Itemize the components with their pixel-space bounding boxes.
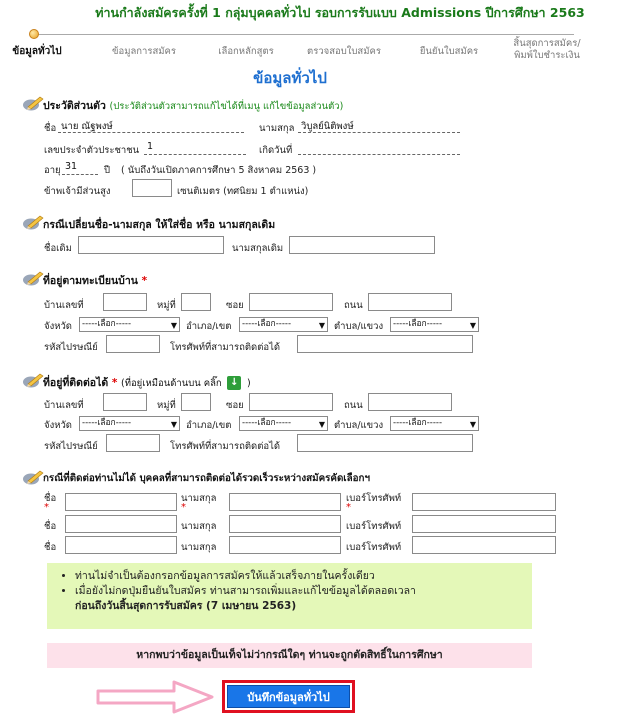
required-mark: * xyxy=(141,275,148,287)
chevron-down-icon: ▼ xyxy=(170,420,177,429)
province-select-value: -----เลือก----- xyxy=(82,319,132,329)
surname-label: นามสกุล xyxy=(259,123,295,134)
pencil-icon xyxy=(22,214,44,230)
contact-address-heading-text: ที่อยู่ที่ติดต่อได้ xyxy=(43,377,109,389)
required-mark: * xyxy=(346,502,351,513)
emergency-phone-input-2[interactable] xyxy=(412,515,556,533)
pointer-arrow-icon xyxy=(96,680,216,714)
contact-subdistrict-select-value: -----เลือก----- xyxy=(393,418,443,428)
emergency-surname-label: นามสกุล xyxy=(181,493,217,504)
emergency-name-label: ชื่อ xyxy=(44,521,57,532)
name-change-heading: กรณีเปลี่ยนชื่อ-นามสกุล ให้ใส่ชื่อ หรือ นามสกุลเดิม xyxy=(43,219,276,231)
id-number-label: เลขประจำตัวประชาชน xyxy=(44,145,140,156)
pencil-icon xyxy=(22,95,44,111)
required-mark: * xyxy=(111,377,118,389)
emergency-phone-input-1[interactable] xyxy=(412,493,556,511)
district-select[interactable] xyxy=(239,317,328,332)
step-finish-label-1: สิ้นสุดการสมัคร/ xyxy=(513,38,581,49)
birthdate-label: เกิดวันที่ xyxy=(259,145,293,156)
emergency-name-input-3[interactable] xyxy=(65,536,177,554)
emergency-name-input-2[interactable] xyxy=(65,515,177,533)
chevron-down-icon: ▼ xyxy=(469,321,476,330)
emergency-name-input-1[interactable] xyxy=(65,493,177,511)
application-header: ท่านกำลังสมัครครั้งที่ 1 กลุ่มบุคคลทั่วไป รอบการรับแบบ Admissions ปีการศึกษา 2563 xyxy=(95,5,585,20)
birthdate-value xyxy=(298,141,460,155)
phone-input[interactable] xyxy=(297,335,473,353)
info-bullet-2 xyxy=(75,584,532,614)
contact-district-select-value: -----เลือก----- xyxy=(242,418,292,428)
contact-district-select[interactable] xyxy=(239,416,328,431)
info-bullet-2-deadline: ก่อนถึงวันสิ้นสุดการรับสมัคร (7 เมษายน 2563) xyxy=(75,600,297,612)
house-no-label: บ้านเลขที่ xyxy=(44,300,84,311)
moo-label: หมู่ที่ xyxy=(157,300,176,311)
contact-address-heading xyxy=(43,374,251,391)
road-label: ถนน xyxy=(344,300,363,311)
step-finish-print[interactable] xyxy=(506,38,588,62)
emergency-phone-input-3[interactable] xyxy=(412,536,556,554)
old-name-label: ชื่อเดิม xyxy=(44,243,72,254)
emergency-surname-label: นามสกุล xyxy=(181,521,217,532)
step-review-application[interactable]: ตรวจสอบใบสมัคร xyxy=(307,46,381,57)
old-name-input[interactable] xyxy=(78,236,224,254)
step-general-info[interactable]: ข้อมูลทั่วไป xyxy=(12,46,62,57)
contact-province-label: จังหวัด xyxy=(44,420,72,431)
info-box xyxy=(47,563,532,629)
height-input[interactable] xyxy=(132,179,172,197)
emergency-phone-label: เบอร์โทรศัพท์ xyxy=(346,542,402,553)
contact-soi-input[interactable] xyxy=(249,393,333,411)
contact-province-select-value: -----เลือก----- xyxy=(82,418,132,428)
emergency-phone-label: เบอร์โทรศัพท์ xyxy=(346,521,402,532)
contact-road-label: ถนน xyxy=(344,400,363,411)
save-button-highlight xyxy=(222,680,355,713)
moo-input[interactable] xyxy=(181,293,211,311)
name-value: นาย ณัฐพงษ์ xyxy=(58,119,244,133)
step-choose-program[interactable]: เลือกหลักสูตร xyxy=(218,46,274,57)
emergency-heading: กรณีที่ติดต่อท่านไม่ได้ บุคคลที่สามารถติดต่อได้รวดเร็วระหว่างสมัครคัดเลือกฯ xyxy=(43,473,370,484)
surname-value: วิบูลย์นิติพงษ์ xyxy=(298,119,460,133)
age-note: ( นับถึงวันเปิดภาคการศึกษา 5 สิงหาคม 2563 ) xyxy=(121,165,317,176)
house-no-input[interactable] xyxy=(103,293,147,311)
progress-line xyxy=(34,34,574,35)
pencil-icon xyxy=(22,372,44,388)
personal-heading-text: ประวัติส่วนตัว xyxy=(43,100,106,112)
contact-road-input[interactable] xyxy=(368,393,452,411)
subdistrict-select[interactable] xyxy=(390,317,479,332)
required-mark: * xyxy=(181,502,186,513)
emergency-phone-label: เบอร์โทรศัพท์ xyxy=(346,493,402,504)
emergency-surname-input-2[interactable] xyxy=(229,515,341,533)
name-label: ชื่อ xyxy=(44,123,57,134)
personal-section-heading xyxy=(43,97,343,114)
subdistrict-select-value: -----เลือก----- xyxy=(393,319,443,329)
emergency-surname-input-1[interactable] xyxy=(229,493,341,511)
contact-phone-input[interactable] xyxy=(297,434,473,452)
contact-district-label: อำเภอ/เขต xyxy=(186,420,232,431)
chevron-down-icon: ▼ xyxy=(170,321,177,330)
step-confirm-application[interactable]: ยืนยันใบสมัคร xyxy=(419,46,479,57)
step-application-info[interactable]: ข้อมูลการสมัคร xyxy=(112,46,176,57)
age-label: อายุ xyxy=(44,165,61,176)
house-address-heading xyxy=(43,272,147,289)
emergency-surname-input-3[interactable] xyxy=(229,536,341,554)
emergency-name-label: ชื่อ xyxy=(44,493,57,504)
step-finish-label-2: พิมพ์ใบชำระเงิน xyxy=(514,50,580,61)
pencil-icon xyxy=(22,469,44,485)
district-label: อำเภอ/เขต xyxy=(186,321,232,332)
subdistrict-label: ตำบล/แขวง xyxy=(334,321,384,332)
road-input[interactable] xyxy=(368,293,452,311)
required-mark: * xyxy=(44,502,49,513)
district-select-value: -----เลือก----- xyxy=(242,319,292,329)
house-address-heading-text: ที่อยู่ตามทะเบียนบ้าน xyxy=(43,275,138,287)
id-number-value: 1 xyxy=(144,141,246,155)
same-address-note: (ที่อยู่เหมือนด้านบน คลิ๊ก xyxy=(120,378,222,389)
height-label: ข้าพเจ้ามีส่วนสูง xyxy=(44,186,111,197)
contact-moo-label: หมู่ที่ xyxy=(157,400,176,411)
false-info-warning: หากพบว่าข้อมูลเป็นเท็จไม่ว่ากรณีใดๆ ท่านจะถูกตัดสิทธิ์ในการศึกษา xyxy=(47,643,532,668)
contact-province-select[interactable] xyxy=(79,416,180,431)
contact-postcode-label: รหัสไปรษณีย์ xyxy=(44,441,98,452)
contact-house-no-label: บ้านเลขที่ xyxy=(44,400,84,411)
old-surname-label: นามสกุลเดิม xyxy=(232,243,284,254)
contact-phone-label: โทรศัพท์ที่สามารถติดต่อได้ xyxy=(170,441,281,452)
soi-input[interactable] xyxy=(249,293,333,311)
soi-label: ซอย xyxy=(226,300,244,311)
age-unit: ปี xyxy=(104,165,111,176)
chevron-down-icon: ▼ xyxy=(469,420,476,429)
contact-house-no-input[interactable] xyxy=(103,393,147,411)
postcode-label: รหัสไปรษณีย์ xyxy=(44,342,98,353)
contact-moo-input[interactable] xyxy=(181,393,211,411)
age-value: 31 xyxy=(62,161,98,175)
down-arrow-icon[interactable]: ↓ xyxy=(227,376,241,390)
personal-heading-note: (ประวัติส่วนตัวสามารถแก้ไขได้ที่เมนู แก้ไขข้อมูลส่วนตัว) xyxy=(109,101,344,112)
phone-label: โทรศัพท์ที่สามารถติดต่อได้ xyxy=(170,342,281,353)
province-select[interactable] xyxy=(79,317,180,332)
contact-subdistrict-select[interactable] xyxy=(390,416,479,431)
postcode-input[interactable] xyxy=(106,335,160,353)
info-bullet-2-text: เมื่อยังไม่กดปุ่มยืนยันใบสมัคร ท่านสามารถเพิ่มและแก้ไขข้อมูลได้ตลอดเวลา xyxy=(75,585,416,597)
emergency-name-label: ชื่อ xyxy=(44,542,57,553)
pencil-icon xyxy=(22,270,44,286)
old-surname-input[interactable] xyxy=(289,236,435,254)
emergency-surname-label: นามสกุล xyxy=(181,542,217,553)
height-unit: เซนติเมตร (ทศนิยม 1 ตำแหน่ง) xyxy=(177,186,309,197)
contact-postcode-input[interactable] xyxy=(106,434,160,452)
chevron-down-icon: ▼ xyxy=(318,321,325,330)
save-general-info-button[interactable]: บันทึกข้อมูลทั่วไป xyxy=(227,685,350,708)
progress-dot-icon xyxy=(29,29,39,39)
province-label: จังหวัด xyxy=(44,321,72,332)
page-title: ข้อมูลทั่วไป xyxy=(253,69,327,87)
contact-subdistrict-label: ตำบล/แขวง xyxy=(334,420,384,431)
chevron-down-icon: ▼ xyxy=(318,420,325,429)
contact-soi-label: ซอย xyxy=(226,400,244,411)
same-address-note-end: ) xyxy=(246,378,251,389)
info-bullet-1: • ท่านไม่จำเป็นต้องกรอกข้อมูลการสมัครให้แล้วเสร็จภายในครั้งเดียว xyxy=(75,569,532,584)
